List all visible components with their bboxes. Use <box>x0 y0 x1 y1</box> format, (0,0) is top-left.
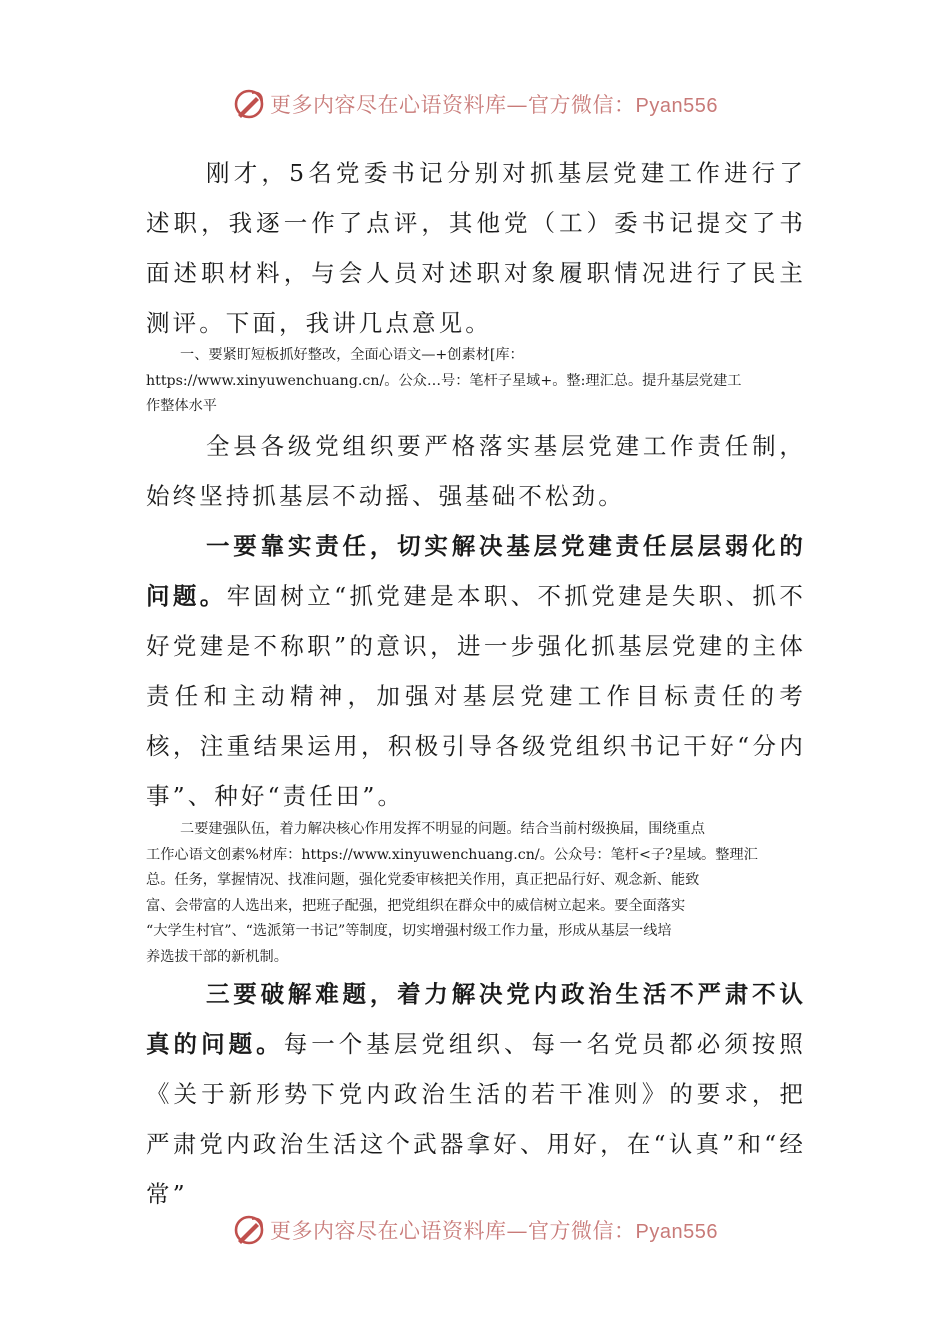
wechat-id: Pyan556 <box>635 1221 718 1243</box>
quill-logo-icon <box>232 1213 266 1247</box>
bold-lead-one: 一要靠实责任，切实解决基层党建责任层层弱化的问题。 <box>146 532 806 610</box>
footer-banner <box>0 1210 950 1250</box>
quill-logo-icon <box>232 87 266 121</box>
banner-text: 更多内容尽在心语资料库—官方微信：Pyan556 <box>270 1219 718 1243</box>
paragraph-intro: 刚才，5名党委书记分别对抓基层党建工作进行了述职，我逐一作了点评，其他党（工）委书记提交了书面述职材料，与会人员对述职对象履职情况进行了民主测评。下面，我讲几点意见。 <box>146 159 806 337</box>
bold-lead-three: 三要破解难题，着力解决党内政治生活不严肃不认真的问题。 <box>146 980 806 1058</box>
wechat-id: Pyan556 <box>635 95 718 117</box>
heading-section-one: 一、要紧盯短板抓好整改，全面心语文—+创素材[库： https://www.xinyuwenchuang.cn/。公众…号：笔杆子星域+。整:理汇总。提升基层党建工 作整体水平 <box>146 347 742 414</box>
paragraph-responsibility-system: 全县各级党组织要严格落实基层党建工作责任制，始终坚持抓基层不动摇、强基础不松劲。 <box>146 432 806 510</box>
header-banner <box>0 84 950 124</box>
paragraph-third-requirement: 三要破解难题，着力解决党内政治生活不严肃不认真的问题。每一个基层党组织、每一名党员都必须按照《关于新形势下党内政治生活的若干准则》的要求，把严肃党内政治生活这个武器拿好、用好，在“认真”和“经常” <box>146 980 807 1208</box>
paragraph-second-requirement: 二要建强队伍，着力解决核心作用发挥不明显的问题。结合当前村级换届，围绕重点 工作心语文创素%材库：https://www.xinyuwenchuang.cn/。公众号：笔杆<子?星域。整理汇 总。任务，掌握情况、找准问题，强化党委审核把关作用，真正把品行好、观念新、能致 富、会带富的人选出来，把班子配强，把党组织在群众中的威信树立起来。要全面落实 “大学生村官”、“选派第一书记”等制度，切实增强村级工作力量，形成从基层一线培 养选拔干部的新机制。 <box>146 821 758 965</box>
paragraph-first-requirement: 一要靠实责任，切实解决基层党建责任层层弱化的问题。牢固树立“抓党建是本职、不抓党建是失职、抓不好党建是不称职”的意识，进一步强化抓基层党建的主体责任和主动精神，加强对基层党建工作目标责任的考核，注重结果运用，积极引导各级党组织书记干好“分内事”、种好“责任田”。 <box>146 532 806 810</box>
banner-text: 更多内容尽在心语资料库—官方微信：Pyan556 <box>270 93 718 117</box>
